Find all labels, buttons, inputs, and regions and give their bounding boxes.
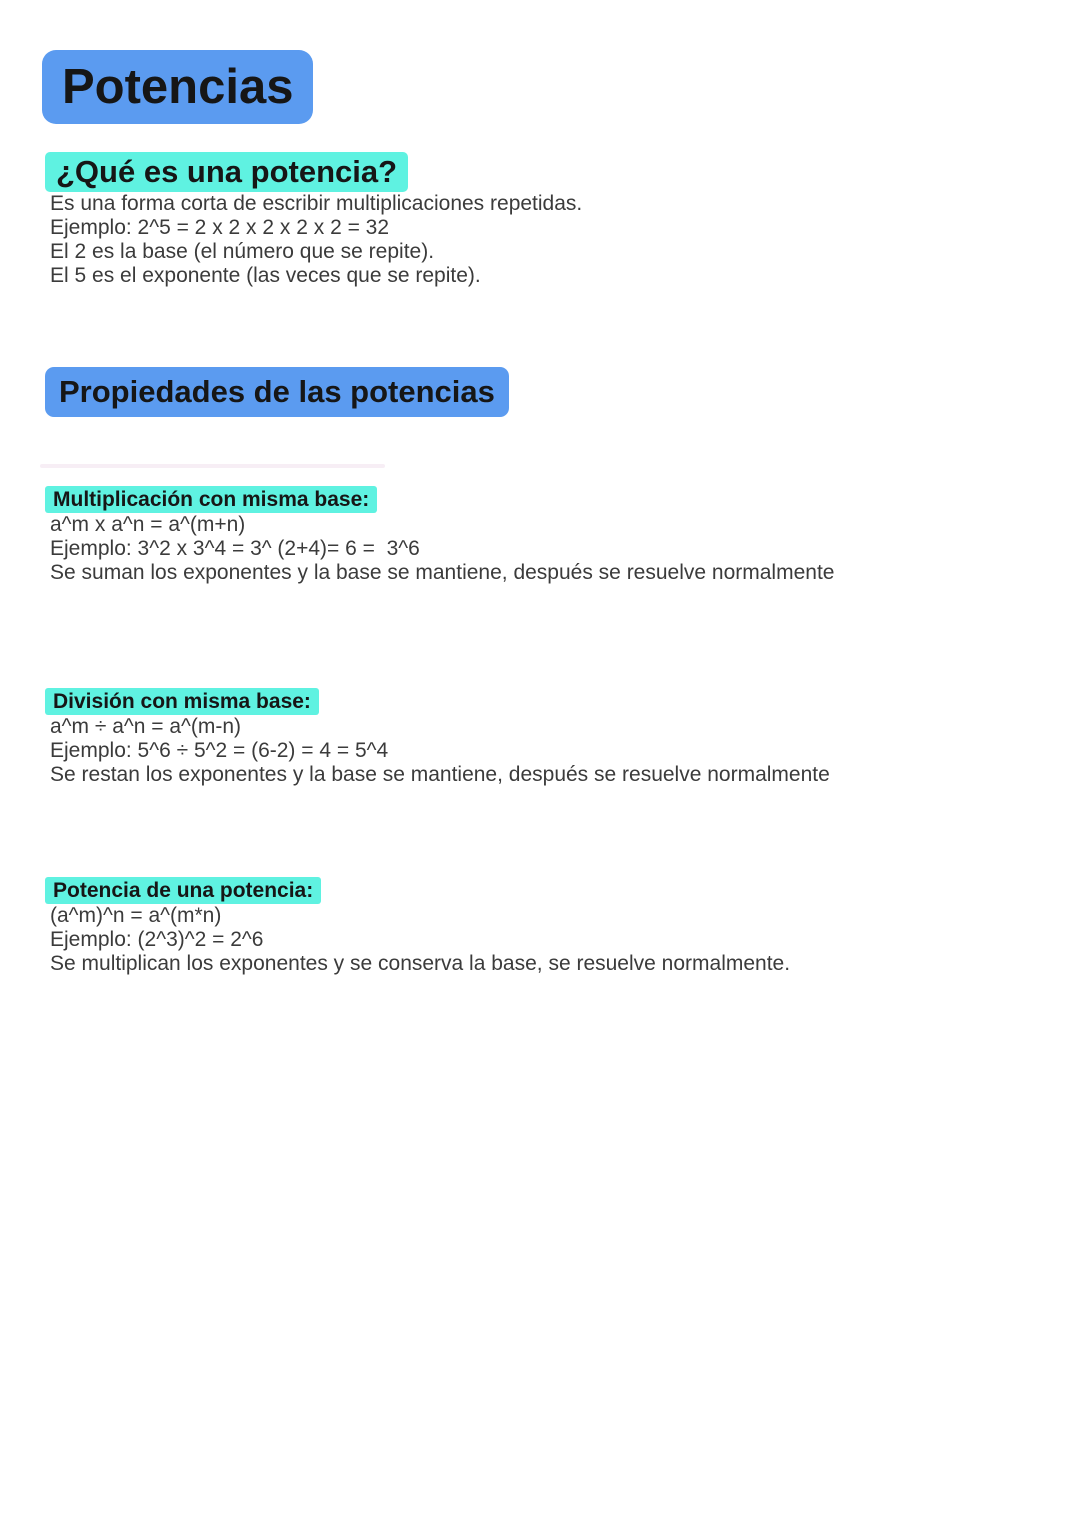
formula-line: a^m ÷ a^n = a^(m-n) [50,714,242,738]
page-title: Potencias [42,50,313,124]
intro-line-exponent: El 5 es el exponente (las veces que se repite). [50,264,481,288]
intro-line-definition: Es una forma corta de escribir multiplicaciones repetidas. [50,192,583,216]
subsection-heading: Multiplicación con misma base: [45,486,377,513]
subsection-heading: División con misma base: [45,688,319,715]
intro-line-base: El 2 es la base (el número que se repite). [50,240,435,264]
example-line: Ejemplo: (2^3)^2 = 2^6 [50,927,264,951]
subsection-heading: Potencia de una potencia: [45,877,321,904]
faint-highlight-line [40,464,385,468]
example-line: Ejemplo: 3^2 x 3^4 = 3^ (2+4)= 6 = 3^6 [50,536,420,560]
section-power-of-power [0,877,1080,976]
section-division [0,688,1080,787]
note-line: Se restan los exponentes y la base se mantiene, después se resuelve normalmente [50,762,830,786]
note-line: Se suman los exponentes y la base se mantiene, después se resuelve normalmente [50,560,835,584]
properties-heading: Propiedades de las potencias [45,367,509,416]
note-line: Se multiplican los exponentes y se conserva la base, se resuelve normalmente. [50,951,791,975]
formula-line: a^m x a^n = a^(m+n) [50,512,246,536]
formula-line: (a^m)^n = a^(m*n) [50,903,222,927]
example-line: Ejemplo: 5^6 ÷ 5^2 = (6-2) = 4 = 5^4 [50,738,389,762]
intro-heading: ¿Qué es una potencia? [45,152,408,192]
intro-line-example: Ejemplo: 2^5 = 2 x 2 x 2 x 2 x 2 = 32 [50,216,390,240]
section-multiplication [0,486,1080,585]
